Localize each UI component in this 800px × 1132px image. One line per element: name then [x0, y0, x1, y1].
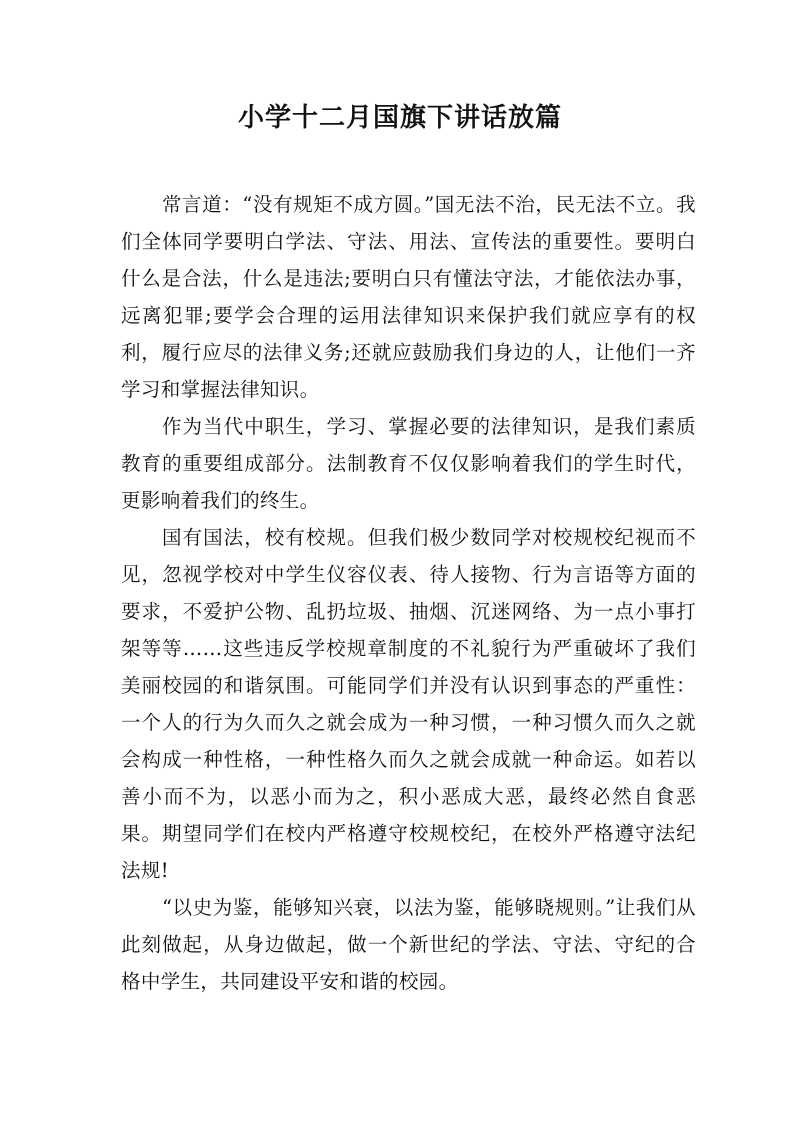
document-body	[121, 186, 696, 1000]
paragraph: 常言道：“没有规矩不成方圆。”国无法不治，民无法不立。我们全体同学要明白学法、守法、用法、宣传法的重要性。要明白什么是合法，什么是违法;要明白只有懂法守法，才能依法办事，远离犯罪;要学会合理的运用法律知识来保护我们就应享有的权利，履行应尽的法律义务;还就应鼓励我们身边的人，让他们一齐学习和掌握法律知识。	[121, 193, 696, 401]
paragraph: “以史为鉴，能够知兴衰，以法为鉴，能够晓规则。”让我们从此刻做起，从身边做起，做一个新世纪的学法、守法、守纪的合格中学生，共同建设平安和谐的校园。	[121, 896, 696, 993]
paragraph: 作为当代中职生，学习、掌握必要的法律知识，是我们素质教育的重要组成部分。法制教育不仅仅影响着我们的学生时代，更影响着我们的终生。	[121, 415, 696, 512]
paragraph: 国有国法，校有校规。但我们极少数同学对校规校纪视而不见，忽视学校对中学生仪容仪表、待人接物、行为言语等方面的要求，不爱护公物、乱扔垃圾、抽烟、沉迷网络、为一点小事打架等等……这些违反学校规章制度的不礼貌行为严重破坏了我们美丽校园的和谐氛围。可能同学们并没有认识到事态的严重性：一个人的行为久而久之就会成为一种习惯，一种习惯久而久之就会构成一种性格，一种性格久而久之就会成就一种命运。如若以善小而不为，以恶小而为之，积小恶成大恶，最终必然自食恶果。期望同学们在校内严格遵守校规校纪，在校外严格遵守法纪法规!	[121, 526, 696, 882]
document-title: 小学十二月国旗下讲话放篇	[237, 103, 562, 133]
